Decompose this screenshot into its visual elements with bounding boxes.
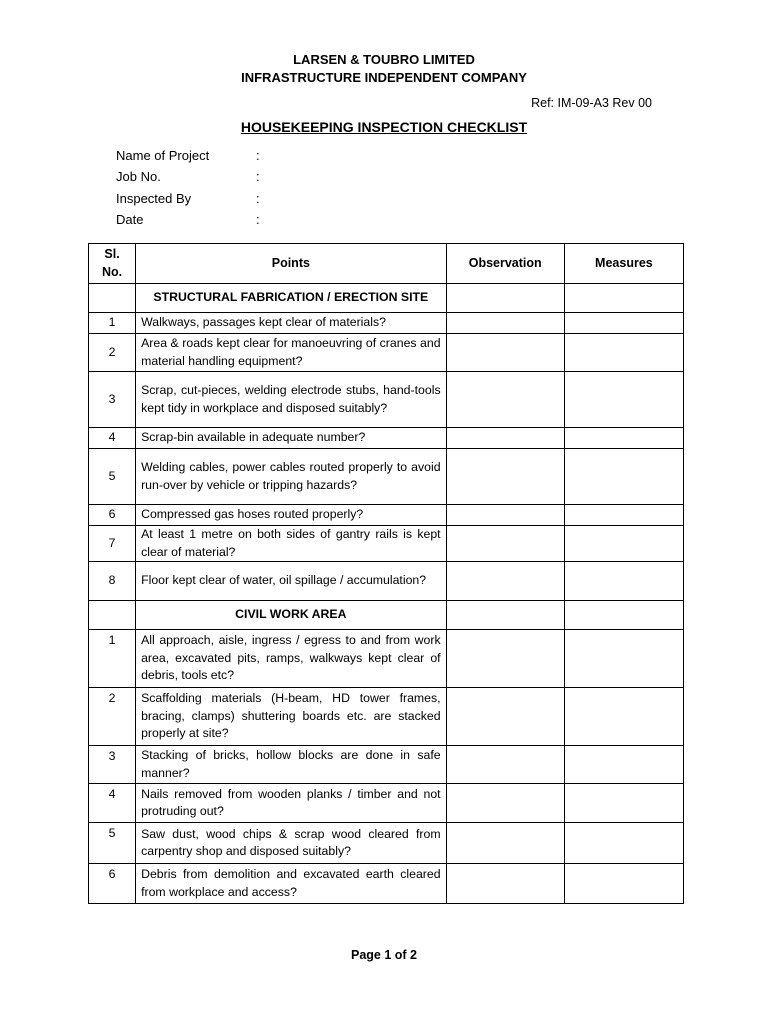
row-point-text: All approach, aisle, ingress / egress to and from work area, excavated pits, ramps, walkways kept clear of debris, tools etc? [136, 630, 447, 688]
section-row [89, 284, 684, 313]
table-row [89, 334, 684, 372]
table-row [89, 784, 684, 823]
company-division: INFRASTRUCTURE INDEPENDENT COMPANY [241, 70, 527, 85]
observation-cell[interactable] [446, 428, 564, 449]
section-measures-cell[interactable] [564, 601, 683, 630]
measures-cell[interactable] [564, 562, 683, 601]
column-header-observation: Observation [446, 244, 564, 284]
table-row [89, 449, 684, 505]
table-row [89, 526, 684, 562]
observation-cell[interactable] [446, 688, 564, 746]
row-point-text: Floor kept clear of water, oil spillage / accumulation? [136, 562, 447, 601]
meta-field-date [116, 212, 260, 227]
section-observation-cell[interactable] [446, 284, 564, 313]
row-number: 8 [89, 562, 136, 601]
row-number: 6 [89, 505, 136, 526]
document-title [0, 119, 768, 135]
measures-cell[interactable] [564, 746, 683, 784]
observation-cell[interactable] [446, 505, 564, 526]
table-row [89, 313, 684, 334]
measures-cell[interactable] [564, 313, 683, 334]
section-measures-cell[interactable] [564, 284, 683, 313]
measures-cell[interactable] [564, 449, 683, 505]
observation-cell[interactable] [446, 313, 564, 334]
row-number: 3 [89, 746, 136, 784]
meta-label: Date [116, 212, 144, 227]
column-header-measures: Measures [564, 244, 683, 284]
observation-cell[interactable] [446, 630, 564, 688]
row-number: 6 [89, 864, 136, 904]
row-point-text: Debris from demolition and excavated earth cleared from workplace and access? [136, 864, 447, 904]
table-header-row [89, 244, 684, 284]
measures-cell[interactable] [564, 688, 683, 746]
row-point-text: At least 1 metre on both sides of gantry rails is kept clear of material? [136, 526, 447, 562]
row-number: 1 [89, 313, 136, 334]
table-row [89, 505, 684, 526]
row-number: 3 [89, 372, 136, 428]
row-number: 5 [89, 449, 136, 505]
section-no-cell [89, 601, 136, 630]
section-row [89, 601, 684, 630]
meta-separator: : [256, 169, 260, 184]
column-header-points: Points [136, 244, 447, 284]
meta-label: Inspected By [116, 191, 192, 206]
measures-cell[interactable] [564, 630, 683, 688]
row-point-text: Scrap-bin available in adequate number? [136, 428, 447, 449]
row-number: 5 [89, 823, 136, 864]
table-row [89, 372, 684, 428]
measures-cell[interactable] [564, 864, 683, 904]
meta-separator: : [256, 212, 260, 227]
meta-label: Job No. [116, 169, 161, 184]
table-row [89, 688, 684, 746]
measures-cell[interactable] [564, 372, 683, 428]
meta-separator: : [256, 148, 260, 163]
section-no-cell [89, 284, 136, 313]
observation-cell[interactable] [446, 823, 564, 864]
meta-field-project [116, 148, 260, 163]
section-title: CIVIL WORK AREA [136, 601, 447, 630]
meta-label: Name of Project [116, 148, 210, 163]
observation-cell[interactable] [446, 334, 564, 372]
table-row [89, 562, 684, 601]
observation-cell[interactable] [446, 784, 564, 823]
row-point-text: Nails removed from wooden planks / timber and not protruding out? [136, 784, 447, 823]
measures-cell[interactable] [564, 823, 683, 864]
table-row [89, 823, 684, 864]
observation-cell[interactable] [446, 746, 564, 784]
row-point-text: Compressed gas hoses routed properly? [136, 505, 447, 526]
company-name: LARSEN & TOUBRO LIMITED [293, 52, 475, 67]
row-point-text: Saw dust, wood chips & scrap wood cleared from carpentry shop and disposed suitably? [136, 823, 447, 864]
measures-cell[interactable] [564, 334, 683, 372]
section-observation-cell[interactable] [446, 601, 564, 630]
row-point-text: Scrap, cut-pieces, welding electrode stubs, hand-tools kept tidy in workplace and disposed suitably? [136, 372, 447, 428]
column-header-no: Sl. No. [89, 244, 136, 284]
row-number: 4 [89, 428, 136, 449]
observation-cell[interactable] [446, 449, 564, 505]
table-row [89, 630, 684, 688]
observation-cell[interactable] [446, 372, 564, 428]
table-body [89, 284, 684, 904]
measures-cell[interactable] [564, 526, 683, 562]
row-number: 2 [89, 688, 136, 746]
row-number: 4 [89, 784, 136, 823]
observation-cell[interactable] [446, 864, 564, 904]
row-point-text: Stacking of bricks, hollow blocks are done in safe manner? [136, 746, 447, 784]
row-point-text: Walkways, passages kept clear of materials? [136, 313, 447, 334]
row-number: 1 [89, 630, 136, 688]
table-row [89, 746, 684, 784]
table-row [89, 864, 684, 904]
meta-field-inspected-by [116, 191, 260, 206]
observation-cell[interactable] [446, 562, 564, 601]
section-title: STRUCTURAL FABRICATION / ERECTION SITE [136, 284, 447, 313]
meta-field-job-no [116, 169, 260, 184]
measures-cell[interactable] [564, 784, 683, 823]
document-title-text: HOUSEKEEPING INSPECTION CHECKLIST [240, 119, 528, 135]
inspection-checklist-table [88, 243, 684, 904]
row-point-text: Area & roads kept clear for manoeuvring of cranes and material handling equipment? [136, 334, 447, 372]
document-reference: Ref: IM-09-A3 Rev 00 [531, 96, 652, 110]
observation-cell[interactable] [446, 526, 564, 562]
row-point-text: Scaffolding materials (H-beam, HD tower frames, bracing, clamps) shuttering boards etc. are stacked properly at site? [136, 688, 447, 746]
measures-cell[interactable] [564, 428, 683, 449]
meta-separator: : [256, 191, 260, 206]
table-row [89, 428, 684, 449]
measures-cell[interactable] [564, 505, 683, 526]
row-point-text: Welding cables, power cables routed properly to avoid run-over by vehicle or tripping hazards? [136, 449, 447, 505]
row-number: 2 [89, 334, 136, 372]
page-number: Page 1 of 2 [351, 948, 417, 962]
row-number: 7 [89, 526, 136, 562]
